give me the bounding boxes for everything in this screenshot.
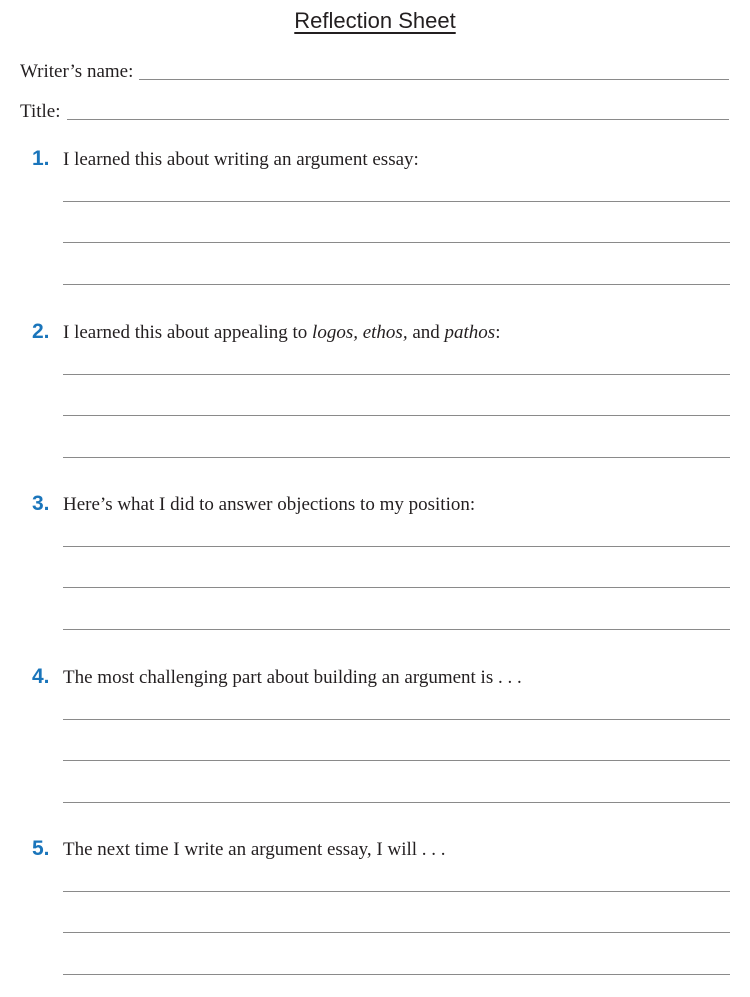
answer-line[interactable]	[63, 629, 730, 630]
question-number: 2.	[32, 320, 50, 343]
answer-line[interactable]	[63, 891, 730, 892]
answer-line[interactable]	[63, 415, 730, 416]
answer-line[interactable]	[63, 201, 730, 202]
answer-line[interactable]	[63, 802, 730, 803]
question-text-part: I learned this about writing an argument essay:	[63, 149, 419, 170]
question-text-part: Here’s what I did to answer objections to my position:	[63, 494, 476, 515]
answer-line[interactable]	[63, 760, 730, 761]
answer-line[interactable]	[63, 242, 730, 243]
question-text	[63, 320, 500, 346]
question-text	[63, 147, 419, 173]
question-text-part: The most challenging part about building an argument is . . .	[63, 667, 522, 688]
question-number: 4.	[32, 665, 50, 688]
answer-line[interactable]	[63, 374, 730, 375]
answer-line[interactable]	[63, 719, 730, 720]
writer-name-field[interactable]	[20, 60, 729, 84]
question-text-part: :	[495, 322, 501, 343]
page-title-text: Reflection Sheet	[294, 8, 456, 33]
answer-line[interactable]	[63, 284, 730, 285]
question-text-part: I learned this about appealing to	[63, 322, 313, 343]
writer-name-label: Writer’s name:	[20, 61, 134, 82]
question-text-part: The next time I write an argument essay, I will . . .	[63, 839, 446, 860]
writer-name-line[interactable]	[139, 79, 729, 80]
question-text-italic: logos, ethos,	[312, 322, 408, 343]
answer-line[interactable]	[63, 457, 730, 458]
question-text	[63, 492, 475, 518]
title-field[interactable]	[20, 100, 729, 124]
question-text-part: and	[407, 322, 445, 343]
question-number: 1.	[32, 147, 50, 170]
question-text	[63, 665, 522, 691]
answer-line[interactable]	[63, 932, 730, 933]
title-line[interactable]	[67, 119, 730, 120]
answer-line[interactable]	[63, 974, 730, 975]
page-title	[0, 6, 750, 36]
question-number: 3.	[32, 492, 50, 515]
question-text-italic: pathos	[444, 322, 496, 343]
question-text	[63, 837, 446, 863]
answer-line[interactable]	[63, 546, 730, 547]
answer-line[interactable]	[63, 587, 730, 588]
title-label: Title:	[20, 101, 61, 122]
question-number: 5.	[32, 837, 50, 860]
